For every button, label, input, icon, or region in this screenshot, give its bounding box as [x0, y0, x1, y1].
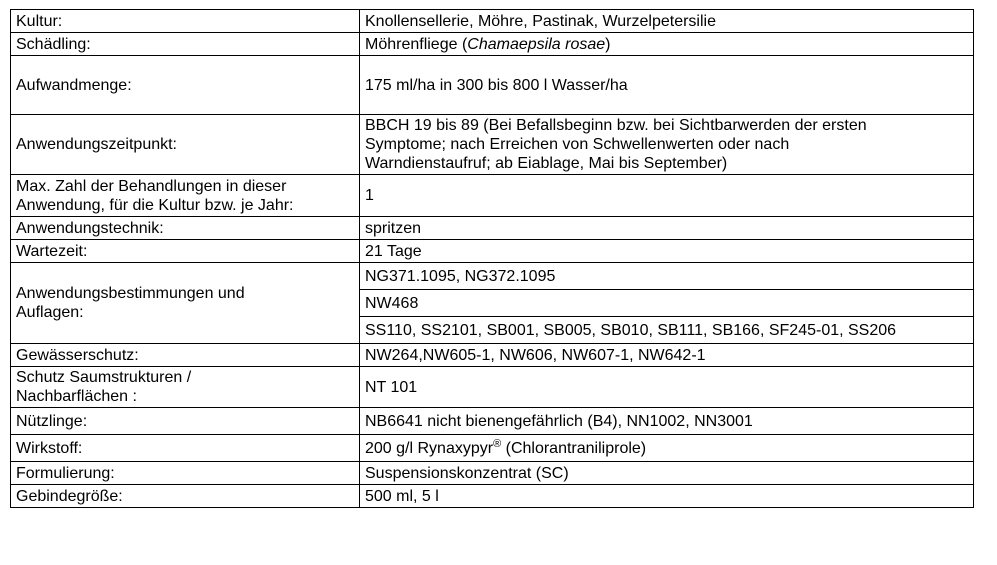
aufwandmenge-label: Aufwandmenge: — [11, 56, 360, 115]
row-aufwandmenge — [11, 56, 974, 115]
row-kultur — [11, 10, 974, 33]
row-wartezeit — [11, 240, 974, 263]
schaedling-common-name: Möhrenfliege ( — [365, 35, 468, 53]
row-gewaesserschutz — [11, 344, 974, 367]
row-gebindegroesse — [11, 485, 974, 508]
auflagen-value: NW468 — [360, 290, 974, 317]
max-behandlungen-value: 1 — [360, 175, 974, 217]
auflagen-value: NG371.1095, NG372.1095 — [360, 263, 974, 290]
row-nuetzlinge — [11, 408, 974, 435]
max-behandlungen-label-line: Max. Zahl der Behandlungen in dieser — [16, 177, 287, 195]
nuetzlinge-value: NB6641 nicht bienengefährlich (B4), NN1002, NN3001 — [360, 408, 974, 435]
wartezeit-label: Wartezeit: — [11, 240, 360, 263]
schutz-saum-value: NT 101 — [360, 367, 974, 408]
auflagen-label — [11, 263, 360, 344]
row-max-behandlungen — [11, 175, 974, 217]
aufwandmenge-value: 175 ml/ha in 300 bis 800 l Wasser/ha — [360, 56, 974, 115]
schaedling-label: Schädling: — [11, 33, 360, 56]
schaedling-close-paren: ) — [605, 35, 611, 53]
auflagen-value: SS110, SS2101, SB001, SB005, SB010, SB111, SB166, SF245-01, SS206 — [360, 317, 974, 344]
kultur-label: Kultur: — [11, 10, 360, 33]
row-anwendungszeitpunkt — [11, 115, 974, 175]
anwendungszeitpunkt-line: Warndienstaufruf; ab Eiablage, Mai bis September) — [365, 155, 728, 172]
kultur-value: Knollensellerie, Möhre, Pastinak, Wurzelpetersilie — [360, 10, 974, 33]
anwendungszeitpunkt-value — [360, 115, 974, 175]
anwendungszeitpunkt-label: Anwendungszeitpunkt: — [11, 115, 360, 175]
wirkstoff-value-ingredient: (Chlorantraniliprole) — [501, 439, 647, 457]
registered-mark: ® — [493, 437, 502, 450]
gewaesserschutz-label: Gewässerschutz: — [11, 344, 360, 367]
anwendungszeitpunkt-line: Symptome; nach Erreichen von Schwellenwerten oder nach — [365, 136, 790, 153]
anwendungstechnik-label: Anwendungstechnik: — [11, 217, 360, 240]
row-formulierung — [11, 462, 974, 485]
gewaesserschutz-value: NW264,NW605-1, NW606, NW607-1, NW642-1 — [360, 344, 974, 367]
schaedling-latin-name: Chamaepsila rosae — [467, 35, 606, 53]
row-auflagen — [11, 263, 974, 290]
nuetzlinge-label: Nützlinge: — [11, 408, 360, 435]
wirkstoff-value-main: 200 g/l Rynaxypyr — [365, 439, 494, 457]
formulierung-value: Suspensionskonzentrat (SC) — [360, 462, 974, 485]
formulierung-label: Formulierung: — [11, 462, 360, 485]
wartezeit-value: 21 Tage — [360, 240, 974, 263]
wirkstoff-label: Wirkstoff: — [11, 435, 360, 462]
max-behandlungen-label — [11, 175, 360, 217]
wirkstoff-value — [360, 435, 974, 462]
row-schutz-saumstrukturen — [11, 367, 974, 408]
max-behandlungen-label-line: Anwendung, für die Kultur bzw. je Jahr: — [16, 196, 294, 214]
row-wirkstoff — [11, 435, 974, 462]
gebindegroesse-label: Gebindegröße: — [11, 485, 360, 508]
row-schaedling — [11, 33, 974, 56]
schutz-saum-label-line: Schutz Saumstrukturen / — [16, 369, 192, 386]
schutz-saum-label-line: Nachbarflächen : — [16, 388, 137, 405]
auflagen-label-line: Anwendungsbestimmungen und — [16, 285, 245, 302]
product-spec-table — [10, 9, 974, 508]
auflagen-label-line: Auflagen: — [16, 304, 84, 321]
row-anwendungstechnik — [11, 217, 974, 240]
anwendungszeitpunkt-line: BBCH 19 bis 89 (Bei Befallsbeginn bzw. bei Sichtbarwerden der ersten — [365, 117, 867, 134]
gebindegroesse-value: 500 ml, 5 l — [360, 485, 974, 508]
schutz-saum-label — [11, 367, 360, 408]
schaedling-value — [360, 33, 974, 56]
anwendungstechnik-value: spritzen — [360, 217, 974, 240]
